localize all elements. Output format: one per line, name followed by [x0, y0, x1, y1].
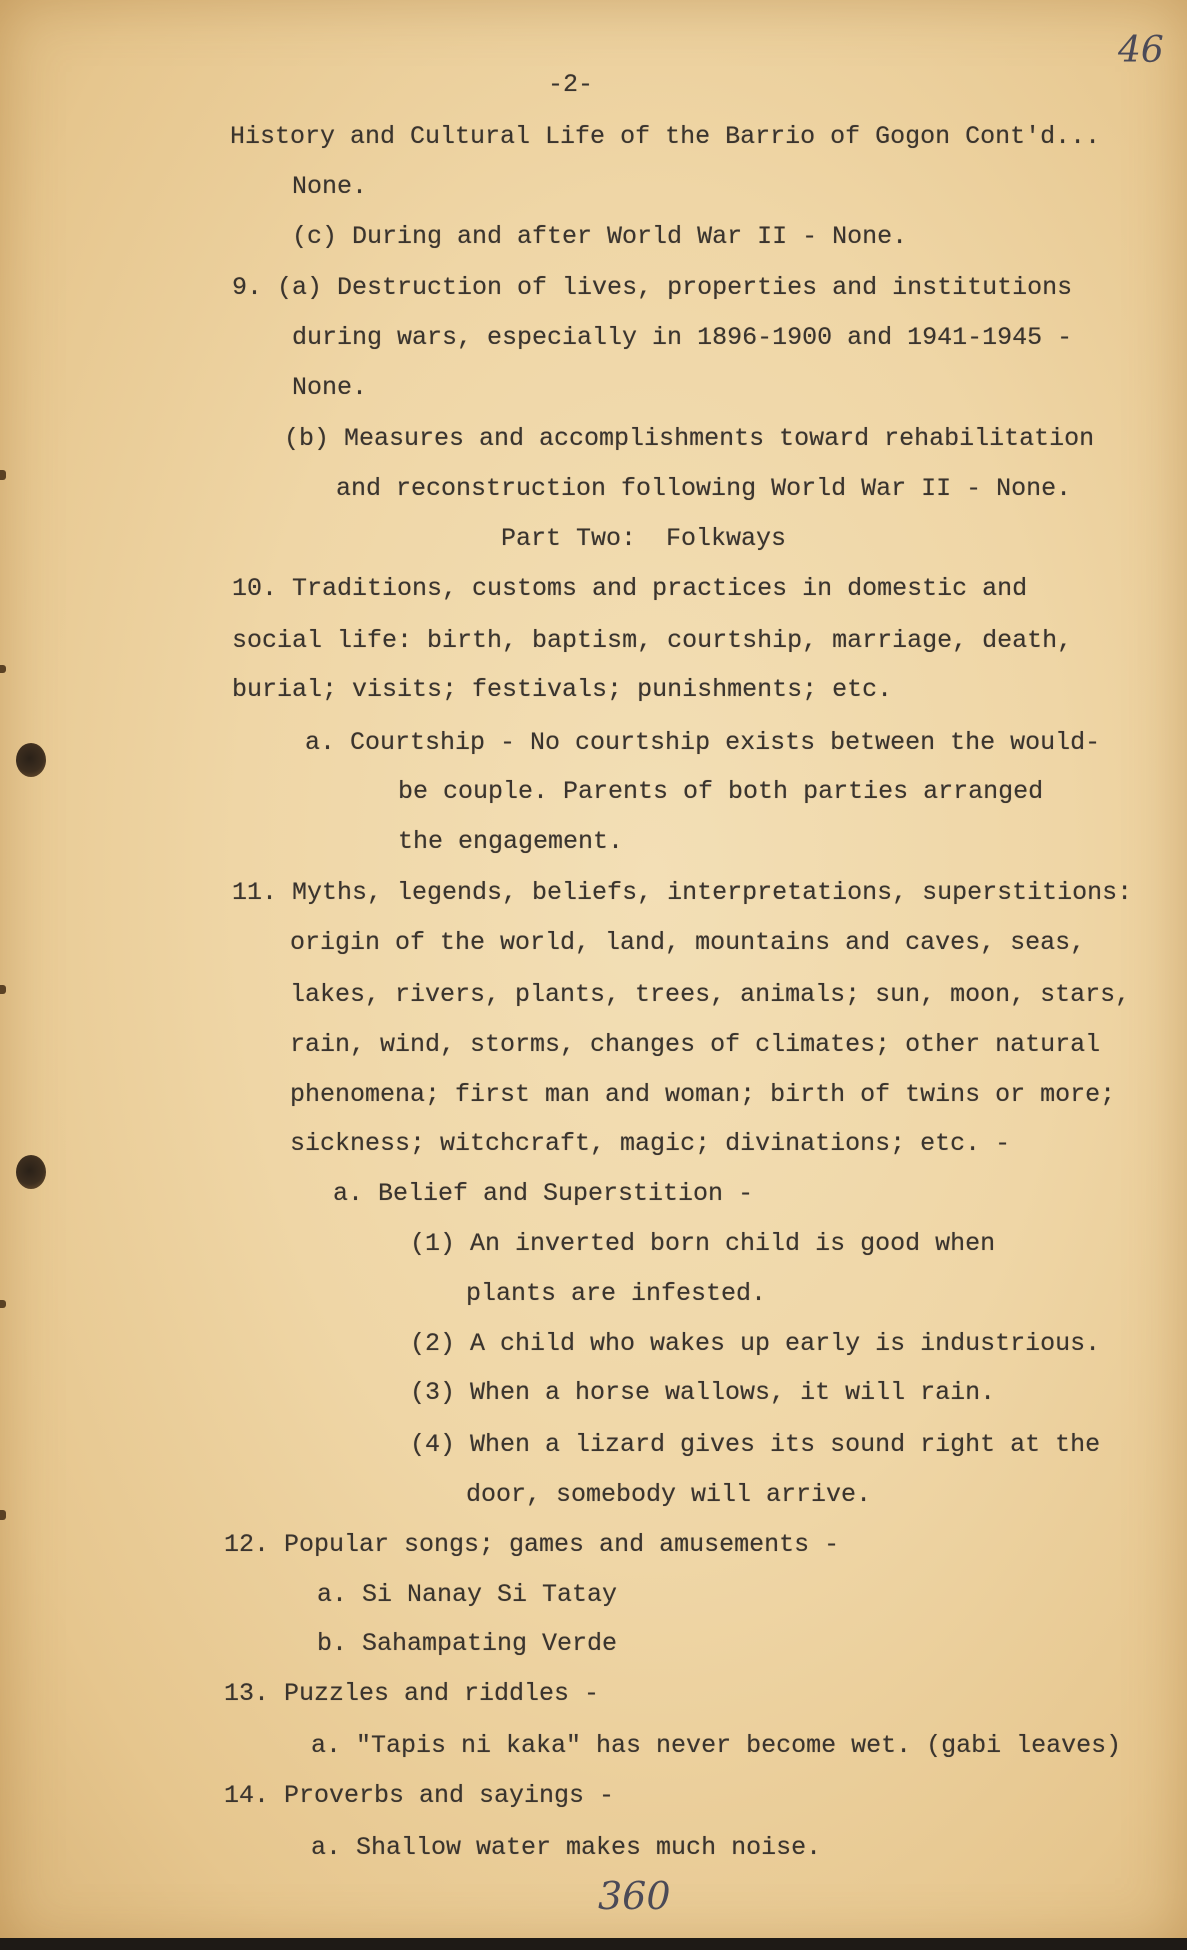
belief-3-line: (3) When a horse wallows, it will rain.: [410, 1378, 996, 1407]
item-10-line: social life: birth, baptism, courtship, marriage, death,: [232, 626, 1073, 655]
punch-hole-lower: [16, 1155, 46, 1189]
item-12-entry: b. Sahampating Verde: [317, 1629, 618, 1658]
scan-bottom-band: [0, 1938, 1187, 1950]
item-12-entry: a. Si Nanay Si Tatay: [317, 1580, 618, 1609]
item-12-heading: 12. Popular songs; games and amusements -: [224, 1530, 840, 1559]
belief-1-line: plants are infested.: [466, 1279, 767, 1308]
edge-mark: [0, 1510, 6, 1520]
item-9a-line: 9. (a) Destruction of lives, properties and institutions: [232, 273, 1073, 302]
item-9b-line: and reconstruction following World War II - None.: [336, 474, 1072, 503]
edge-mark: [0, 1300, 6, 1308]
item-10a-line: a. Courtship - No courtship exists between the would-: [305, 728, 1101, 757]
edge-mark: [0, 665, 6, 673]
belief-4-line: (4) When a lizard gives its sound right at the: [410, 1430, 1101, 1459]
item-11-line: lakes, rivers, plants, trees, animals; sun, moon, stars,: [290, 980, 1131, 1009]
continued-line: None.: [292, 172, 368, 201]
item-14-heading: 14. Proverbs and sayings -: [224, 1781, 615, 1810]
item-11-line: 11. Myths, legends, beliefs, interpretations, superstitions:: [232, 878, 1133, 907]
edge-mark: [0, 470, 6, 480]
punch-hole-upper: [16, 743, 46, 777]
belief-1-line: (1) An inverted born child is good when: [410, 1229, 996, 1258]
item-13-entry: a. "Tapis ni kaka" has never become wet. (gabi leaves): [311, 1731, 1122, 1760]
item-10-line: 10. Traditions, customs and practices in domestic and: [232, 574, 1028, 603]
page-label: -2-: [548, 70, 594, 99]
item-11-line: rain, wind, storms, changes of climates; other natural: [290, 1030, 1101, 1059]
item-14-entry: a. Shallow water makes much noise.: [311, 1833, 822, 1862]
item-13-heading: 13. Puzzles and riddles -: [224, 1679, 600, 1708]
item-11-line: phenomena; first man and woman; birth of twins or more;: [290, 1080, 1116, 1109]
running-title: History and Cultural Life of the Barrio of Gogon Cont'd...: [230, 122, 1101, 151]
belief-4-line: door, somebody will arrive.: [466, 1480, 872, 1509]
belief-2-line: (2) A child who wakes up early is industrious.: [410, 1329, 1101, 1358]
handwritten-bottom-number: 360: [598, 1874, 671, 1918]
item-9a-line: None.: [292, 373, 368, 402]
continued-subitem-c: (c) During and after World War II - None.: [292, 222, 908, 251]
item-10-line: burial; visits; festivals; punishments; etc.: [232, 675, 893, 704]
part-heading: Part Two: Folkways: [501, 524, 787, 553]
edge-mark: [0, 985, 6, 994]
item-10a-line: the engagement.: [398, 827, 624, 856]
item-11a-heading: a. Belief and Superstition -: [333, 1179, 754, 1208]
item-10a-line: be couple. Parents of both parties arranged: [398, 777, 1044, 806]
item-11-line: origin of the world, land, mountains and caves, seas,: [290, 928, 1086, 957]
item-9b-line: (b) Measures and accomplishments toward rehabilitation: [284, 424, 1095, 453]
handwritten-folio-number: 46: [1118, 30, 1164, 71]
item-9a-line: during wars, especially in 1896-1900 and 1941-1945 -: [292, 323, 1073, 352]
item-11-line: sickness; witchcraft, magic; divinations; etc. -: [290, 1129, 1011, 1158]
